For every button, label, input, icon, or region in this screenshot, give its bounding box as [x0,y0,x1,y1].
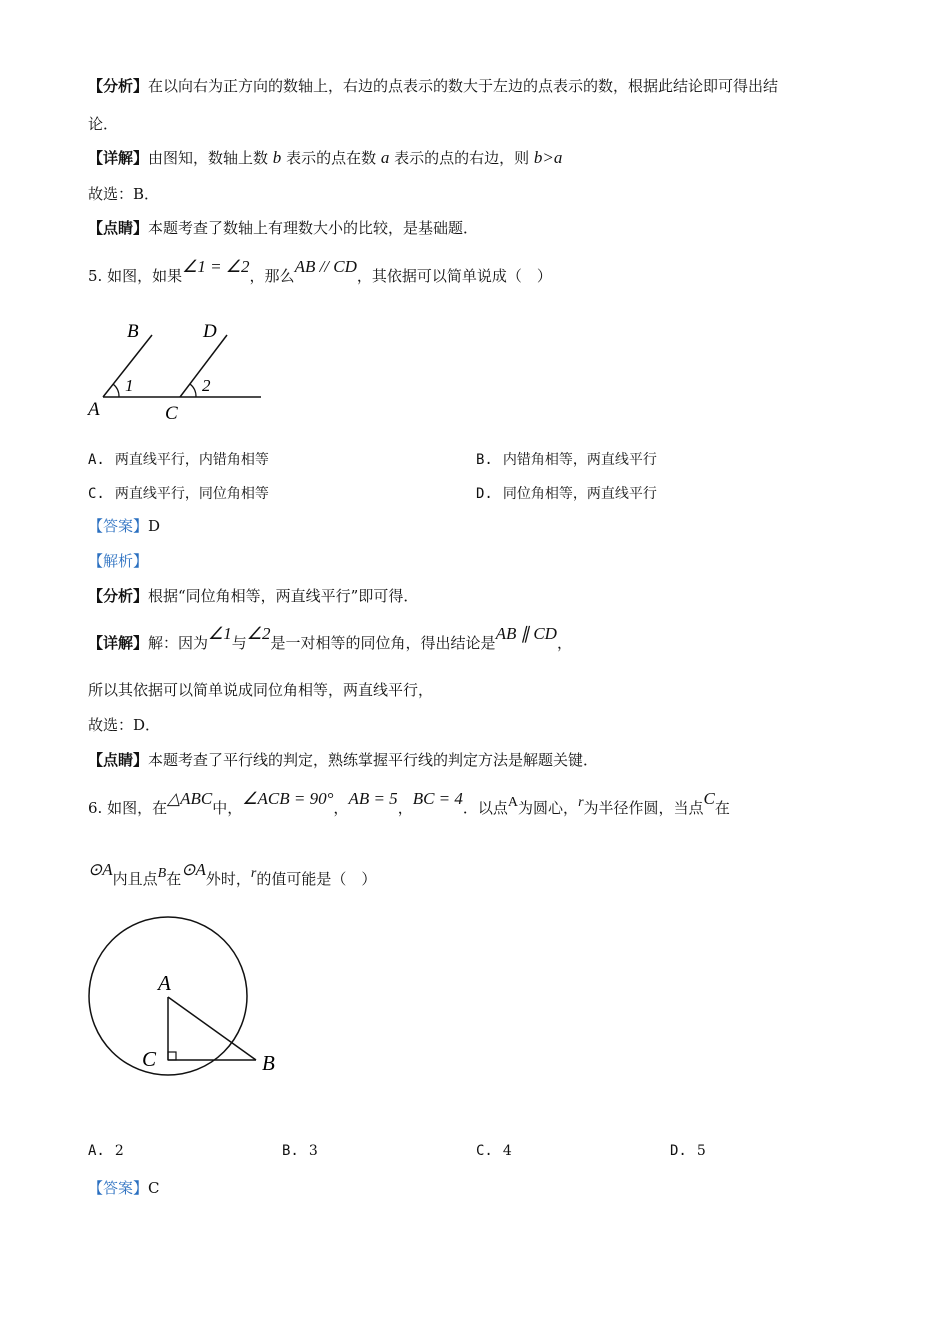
q6-stem-text: 为圆心， [518,799,579,817]
option-text: 内错角相等，两直线平行 [502,452,657,468]
analysis-text-cont: 论． [88,115,119,133]
q5-comment-line [88,750,598,770]
option-text: 2 [114,1143,124,1159]
q5-figure [85,315,275,425]
point-c: C [703,789,715,808]
q5-detail-line [88,624,572,653]
q5-detail-line-2 [88,680,433,700]
analysis-tag: 【分析】 [88,587,149,605]
q5-option-c[interactable] [88,483,269,503]
point-a: A [507,795,519,810]
comment-tag: 【点睛】 [88,219,149,237]
length-bc: BC = 4 [412,789,463,808]
choose-text: 故选：D． [88,716,161,734]
analysis-text: 在以向右为正方向的数轴上，右边的点表示的数大于左边的点表示的数，根据此结论即可得出结 [148,77,779,95]
option-letter: A. [88,1143,105,1159]
q5-angle1-arc [113,384,119,397]
q6-stem-text: 6. 如图，在 [88,799,168,817]
option-text: 5 [696,1143,706,1159]
q5-stem-text: ，那么 [249,267,295,285]
q4-analysis-line [88,76,778,96]
option-letter: C. [476,1143,493,1159]
angle-1: ∠1 [208,624,232,643]
q6-figure [80,910,290,1085]
angle-2: ∠2 [246,624,271,643]
q5-label-1: 1 [125,376,134,395]
q6-option-d[interactable] [670,1143,706,1159]
detail-text: 表示的点的右边，则 [389,149,534,167]
radius-r: r [578,795,584,810]
detail-text: 与 [231,634,247,652]
var-a: a [380,148,390,167]
detail-text: 是一对相等的同位角，得出结论是 [270,634,496,652]
result-expression: b>a [533,148,563,167]
q6-option-a[interactable] [88,1143,124,1159]
option-text: 4 [502,1143,512,1159]
answer-tag: 【答案】 [88,517,149,535]
q6-stem-text: ．以点 [462,799,508,817]
q5-stem-text: ，其依据可以简单说成（ ） [356,267,552,285]
option-text: 两直线平行，内错角相等 [114,452,269,468]
q5-answer [88,516,160,536]
q6-label-c: C [142,1047,157,1071]
length-ab: AB = 5 [348,789,398,808]
q5-analysis-line [88,586,418,606]
q5-angle2-arc [190,384,196,397]
detail-text: 由图知，数轴上数 [148,149,273,167]
q6-label-a: A [158,971,171,995]
q4-detail-line [88,148,562,168]
comment-text: 本题考查了平行线的判定，熟练掌握平行线的判定方法是解题关键． [148,751,599,769]
option-letter: C. [88,486,105,502]
q6-stem-text: ， [333,799,349,817]
q6-stem [88,789,730,820]
q5-choose [88,715,160,735]
q5-stem-text: 5. 如图，如果 [88,267,183,285]
q6-option-b[interactable] [282,1143,318,1159]
radius-r: r [250,866,257,881]
detail-tag: 【详解】 [88,634,149,652]
option-letter: B. [282,1143,299,1159]
answer-value: C [148,1179,160,1197]
option-text: 同位角相等，两直线平行 [502,486,657,502]
analysis-text: 根据“同位角相等，两直线平行”即可得． [148,587,419,605]
q6-option-c[interactable] [476,1143,512,1159]
option-letter: D. [670,1143,687,1159]
q6-stem-text: 在 [166,870,182,888]
q6-answer [88,1178,160,1198]
q5-jiexi [88,551,148,571]
q5-label-c: C [165,403,178,424]
analysis-tag: 【分析】 [88,77,149,95]
q5-parallel-statement: AB // CD [294,257,357,276]
option-letter: B. [476,452,493,468]
q6-right-angle-mark [168,1052,176,1060]
detail-tag: 【详解】 [88,149,149,167]
detail-text-cont: 所以其依据可以简单说成同位角相等，两直线平行， [88,681,434,699]
point-b: B [157,866,167,881]
option-text: 两直线平行，同位角相等 [114,486,269,502]
q5-stem [88,257,552,286]
q4-choose [88,184,159,204]
q5-label-b: B [127,321,139,342]
choose-text: 故选：B． [88,185,160,203]
q6-stem-text: 的值可能是（ ） [256,870,377,888]
detail-text: ， [556,634,572,652]
detail-text: 解：因为 [148,634,209,652]
q6-side-ab [168,997,256,1060]
jiexi-tag: 【解析】 [88,552,149,570]
q5-option-d[interactable] [476,483,657,503]
comment-tag: 【点睛】 [88,751,149,769]
q6-stem-text: 外时， [205,870,251,888]
comment-text: 本题考查了数轴上有理数大小的比较，是基础题． [148,219,479,237]
q5-option-b[interactable] [476,449,657,469]
q5-option-a[interactable] [88,449,269,469]
conclusion-expression: AB ∥ CD [495,624,557,643]
detail-text: 表示的点在数 [281,149,381,167]
answer-value: D [148,517,161,535]
q5-angle-equality: ∠1 = ∠2 [182,257,250,276]
var-b: b [272,148,282,167]
q6-stem-text: ， [397,799,413,817]
q6-stem-text: 为半径作圆，当点 [583,799,704,817]
option-letter: A. [88,452,105,468]
option-text: 3 [308,1143,318,1159]
q6-stem-line-2 [88,860,377,891]
answer-tag: 【答案】 [88,1179,149,1197]
q5-label-d: D [203,321,217,342]
angle-acb: ∠ACB = 90° [242,789,334,808]
q5-label-a: A [88,399,100,420]
triangle-abc: △ABC [167,789,213,808]
circle-a: ⊙A [88,860,113,879]
q5-label-2: 2 [202,376,211,395]
q6-label-b: B [262,1051,275,1075]
q4-analysis-line-2 [88,114,118,134]
q6-stem-text: 在 [714,799,730,817]
option-letter: D. [476,486,493,502]
q6-stem-text: 中， [212,799,243,817]
circle-a: ⊙A [181,860,206,879]
q6-stem-text: 内且点 [112,870,158,888]
q4-comment-line [88,218,478,238]
